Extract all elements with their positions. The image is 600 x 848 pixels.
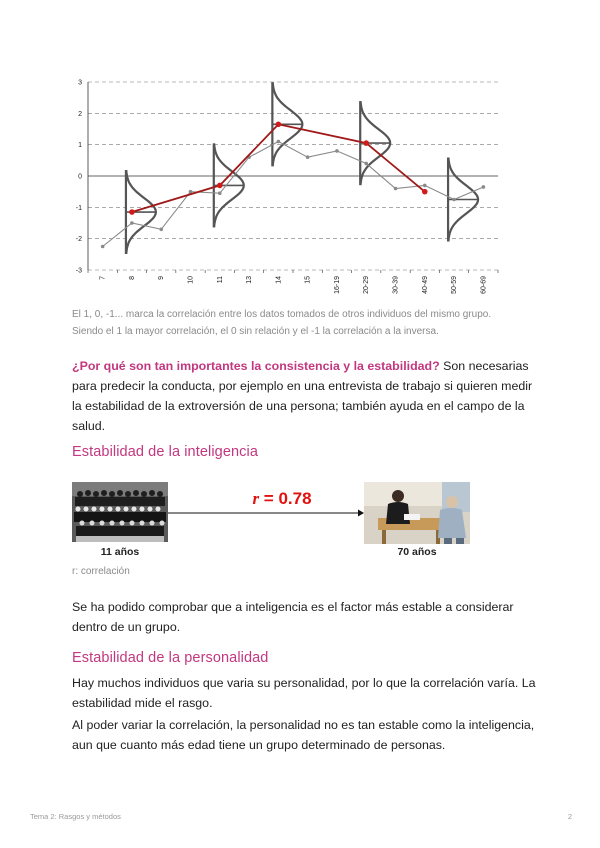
series-point-individual bbox=[482, 185, 486, 189]
x-tick-label: 8 bbox=[128, 276, 136, 280]
age-label-left: 11 años bbox=[100, 546, 140, 558]
interview-image bbox=[364, 482, 470, 544]
x-tick-label: 7 bbox=[99, 276, 107, 280]
intro-question: ¿Por qué son tan importantes la consistencia y la estabilidad? bbox=[72, 359, 440, 373]
elderly-interview-photo bbox=[364, 482, 470, 544]
correlation-value bbox=[232, 489, 332, 509]
x-tick-label: 50-59 bbox=[451, 276, 459, 294]
chart-svg bbox=[66, 72, 506, 308]
x-tick-label: 16-19 bbox=[333, 276, 341, 294]
correlation-symbol: r bbox=[252, 489, 260, 508]
personality-paragraph-1: Hay muchos individuos que varia su personalidad, por lo que la correlación varía. La estabilidad mide el rasgo. bbox=[72, 676, 536, 710]
x-tick-label: 30-39 bbox=[392, 276, 400, 294]
school-group-photo bbox=[72, 482, 168, 542]
x-tick-label: 60-69 bbox=[480, 276, 488, 294]
chart-caption bbox=[72, 306, 542, 340]
x-tick-label: 20-29 bbox=[363, 276, 371, 294]
heading-intelligence: Estabilidad de la inteligencia bbox=[72, 444, 258, 460]
series-point-individual bbox=[394, 187, 398, 191]
age-label-right: 70 años bbox=[397, 546, 437, 558]
y-tick-label: 2 bbox=[78, 110, 82, 118]
y-tick-label: -3 bbox=[75, 267, 82, 275]
intro-paragraph bbox=[72, 356, 542, 436]
series-point-individual bbox=[101, 245, 105, 249]
x-tick-label: 9 bbox=[158, 276, 166, 280]
school-group-image bbox=[72, 482, 168, 542]
caption-line-1: El 1, 0, -1... marca la correlación entre los datos tomados de otros individuos del mismo grupo. bbox=[72, 309, 492, 320]
series-point-individual bbox=[452, 198, 456, 202]
series-line-group-mean bbox=[132, 124, 425, 212]
x-tick-label: 10 bbox=[187, 276, 195, 284]
series-point-individual bbox=[130, 221, 134, 225]
y-tick-label: -1 bbox=[75, 204, 82, 212]
y-tick-label: 3 bbox=[78, 79, 82, 87]
series-point-individual bbox=[159, 227, 163, 231]
series-point-individual bbox=[277, 140, 281, 144]
series-point-individual bbox=[423, 184, 427, 188]
series-point-individual bbox=[218, 191, 222, 195]
x-tick-label: 15 bbox=[304, 276, 312, 284]
stability-chart bbox=[66, 72, 506, 308]
x-tick-label: 14 bbox=[275, 276, 283, 284]
series-point-group-mean bbox=[217, 183, 223, 189]
series-point-group-mean bbox=[422, 189, 428, 195]
intelligence-paragraph: Se ha podido comprobar que a inteligencia es el factor más estable a considerar dentro de un grupo. bbox=[72, 600, 514, 634]
series-point-individual bbox=[335, 149, 339, 153]
correlation-arrow bbox=[168, 508, 364, 518]
caption-line-2: Siendo el 1 la mayor correlación, el 0 sin relación y el -1 la correlación a la inversa. bbox=[72, 326, 439, 337]
heading-personality: Estabilidad de la personalidad bbox=[72, 650, 269, 666]
y-tick-label: 1 bbox=[78, 142, 82, 150]
series-point-group-mean bbox=[276, 122, 282, 128]
footer-page-number: 2 bbox=[567, 812, 572, 821]
series-point-individual bbox=[364, 162, 368, 166]
correlation-note: r: correlación bbox=[72, 566, 130, 577]
x-tick-label: 40-49 bbox=[421, 276, 429, 294]
series-point-individual bbox=[306, 155, 310, 159]
intro-body: Son necesarias para predecir la conducta, por ejemplo en una entrevista de trabajo si quieren medir la estabilidad de la extroversión de una persona; también ayuda en el campo de la salud. bbox=[72, 359, 533, 433]
series-point-group-mean bbox=[363, 140, 369, 146]
y-tick-label: -2 bbox=[75, 236, 82, 244]
footer-chapter: Tema 2: Rasgos y métodos bbox=[30, 812, 121, 821]
personality-paragraph-2: Al poder variar la correlación, la personalidad no es tan estable como la inteligencia, aun que cuanto más edad tiene un grupo determinado de personas. bbox=[72, 718, 535, 752]
series-point-individual bbox=[189, 190, 193, 194]
x-tick-label: 11 bbox=[216, 276, 224, 284]
series-point-group-mean bbox=[129, 209, 135, 215]
y-tick-label: 0 bbox=[78, 173, 82, 181]
x-tick-label: 13 bbox=[246, 276, 254, 284]
correlation-number: = 0.78 bbox=[259, 489, 312, 508]
